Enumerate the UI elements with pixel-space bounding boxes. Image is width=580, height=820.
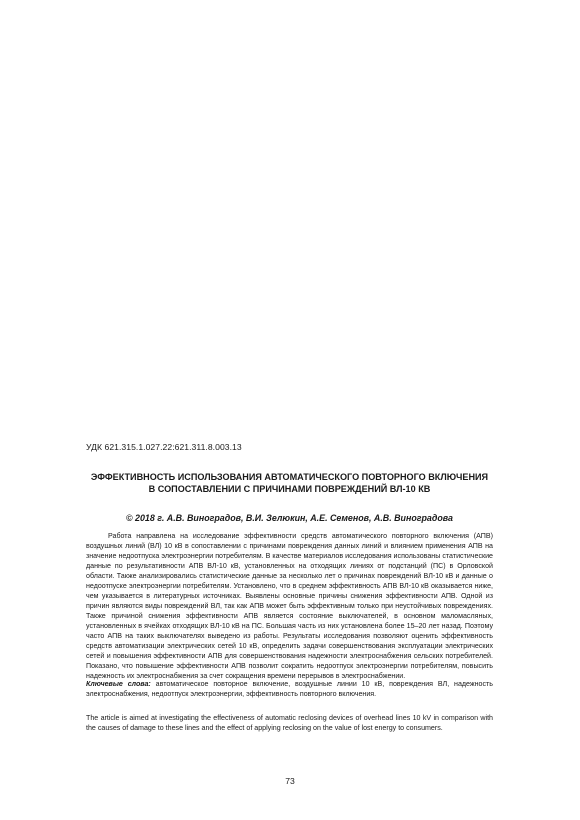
authors-line: © 2018 г. А.В. Виноградов, В.И. Зелюкин, А.Е. Семенов, А.В. Виноградова (126, 513, 453, 523)
english-abstract (86, 713, 493, 733)
article-title-line-1: ЭФФЕКТИВНОСТЬ ИСПОЛЬЗОВАНИЯ АВТОМАТИЧЕСКОГО ПОВТОРНОГО ВКЛЮЧЕНИЯ (90, 472, 489, 482)
english-abstract-text: The article is aimed at investigating the effectiveness of automatic reclosing devices of overhead lines 10 kV in comparison with the causes of damage to these lines and the effect of applying reclosing on the value of lost energy to consumers. (86, 714, 493, 732)
udc-code: УДК 621.315.1.027.22:621.311.8.003.13 (86, 442, 242, 452)
keywords-label: Ключевые слова: (86, 680, 151, 688)
abstract-text: Работа направлена на исследование эффективности средств автоматического повторного включения (АПВ) воздушных линий (ВЛ) 10 кВ в сопоставлении с причинами повреждения данных линий и влиянием применения АПВ на значение недоотпуска электроэнергии потребителям. В качестве материалов исследования использованы статистические данные по результативности АПВ ВЛ-10 кВ, установленных на отходящих линиях от подстанций (ПС) в Орловской области. Также анализировались статистические данные за несколько лет о причинах повреждений ВЛ-10 кВ и данные о недоотпуске электроэнергии потребителям. Установлено, что в среднем эффективность АПВ ВЛ-10 кВ оказывается ниже, чем указывается в литературных источниках. Выявлены основные причины снижения эффективности АПВ. Одной из причин являются виды повреждений ВЛ, так как АПВ может быть эффективным только при неустойчивых повреждениях. Также причиной снижения эффективности АПВ является состояние выключателей, в основном маломасляных, установленных в ячейках отходящих ВЛ-10 кВ на ПС. Большая часть из них установлена более 15–20 лет назад. Поэтому часто АПВ на таких выключателях выведено из работы. Результаты исследования позволяют оценить эффективность средств автоматизации электрических сетей 10 кВ, определить задачи совершенствования эксплуатации электрических сетей и повышения эффективности АПВ для совершенствования надежности электроснабжения сельских потребителей. Показано, что повышение эффективности АПВ позволит сократить недоотпуск электроэнергии потребителям, повысить надежность их электроснабжения за счет сокращения времени перерывов в электроснабжении. (86, 532, 493, 680)
page-number: 73 (285, 776, 295, 786)
russian-abstract (86, 531, 493, 681)
keywords-paragraph (86, 679, 493, 699)
article-title-line-2: В СОПОСТАВЛЕНИИ С ПРИЧИНАМИ ПОВРЕЖДЕНИЙ ВЛ-10 КВ (148, 484, 431, 494)
keywords-text: автоматическое повторное включение, воздушные линии 10 кВ, повреждения ВЛ, надежность электроснабжения, недоотпуск электроэнергии, эффективность повторного включения. (86, 680, 493, 698)
